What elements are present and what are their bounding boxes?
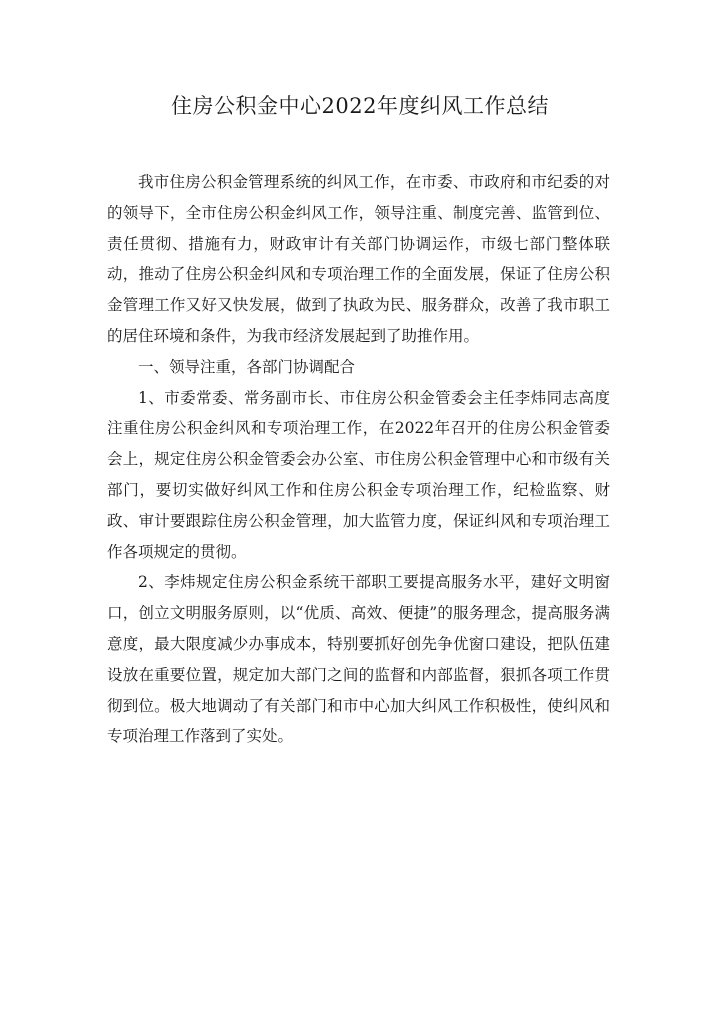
intro-paragraph: 我市住房公积金管理系统的纠风工作，在市委、市政府和市纪委的对的领导下，全市住房公积金纠风工作，领导注重、制度完善、监管到位、责任贯彻、措施有力，财政审计有关部门协调运作，市级七部门整体联动，推动了住房公积金纠风和专项治理工作的全面发展，保证了住房公积金管理工作又好又快发展，做到了执政为民、服务群众，改善了我市职工的居住环境和条件，为我市经济发展起到了助推作用。 <box>107 173 610 345</box>
item-1-paragraph: 1、市委常委、常务副市长、市住房公积金管委会主任李炜同志高度注重住房公积金纠风和专项治理工作，在2022年召开的住房公积金管委会上，规定住房公积金管委会办公室、市住房公积金管理中心和市级有关部门，要切实做好纠风工作和住房公积金专项治理工作，纪检监察、财政、审计要跟踪住房公积金管理，加大监管力度，保证纠风和专项治理工作各项规定的贯彻。 <box>107 388 610 561</box>
section-heading: 一、领导注重，各部门协调配合 <box>138 357 356 376</box>
document-body <box>107 167 610 752</box>
document-title: 住房公积金中心2022年度纠风工作总结 <box>171 94 549 118</box>
item-2-paragraph: 2、李炜规定住房公积金系统干部职工要提高服务水平，建好文明窗口，创立文明服务原则，以“优质、高效、便捷”的服务理念，提高服务满意度，最大限度减少办事成本，特别要抓好创先争优窗口建设，把队伍建设放在重要位置，规定加大部门之间的监督和内部监督，狠抓各项工作贯彻到位。极大地调动了有关部门和市中心加大纠风工作积极性，使纠风和专项治理工作落到了实处。 <box>107 573 610 746</box>
